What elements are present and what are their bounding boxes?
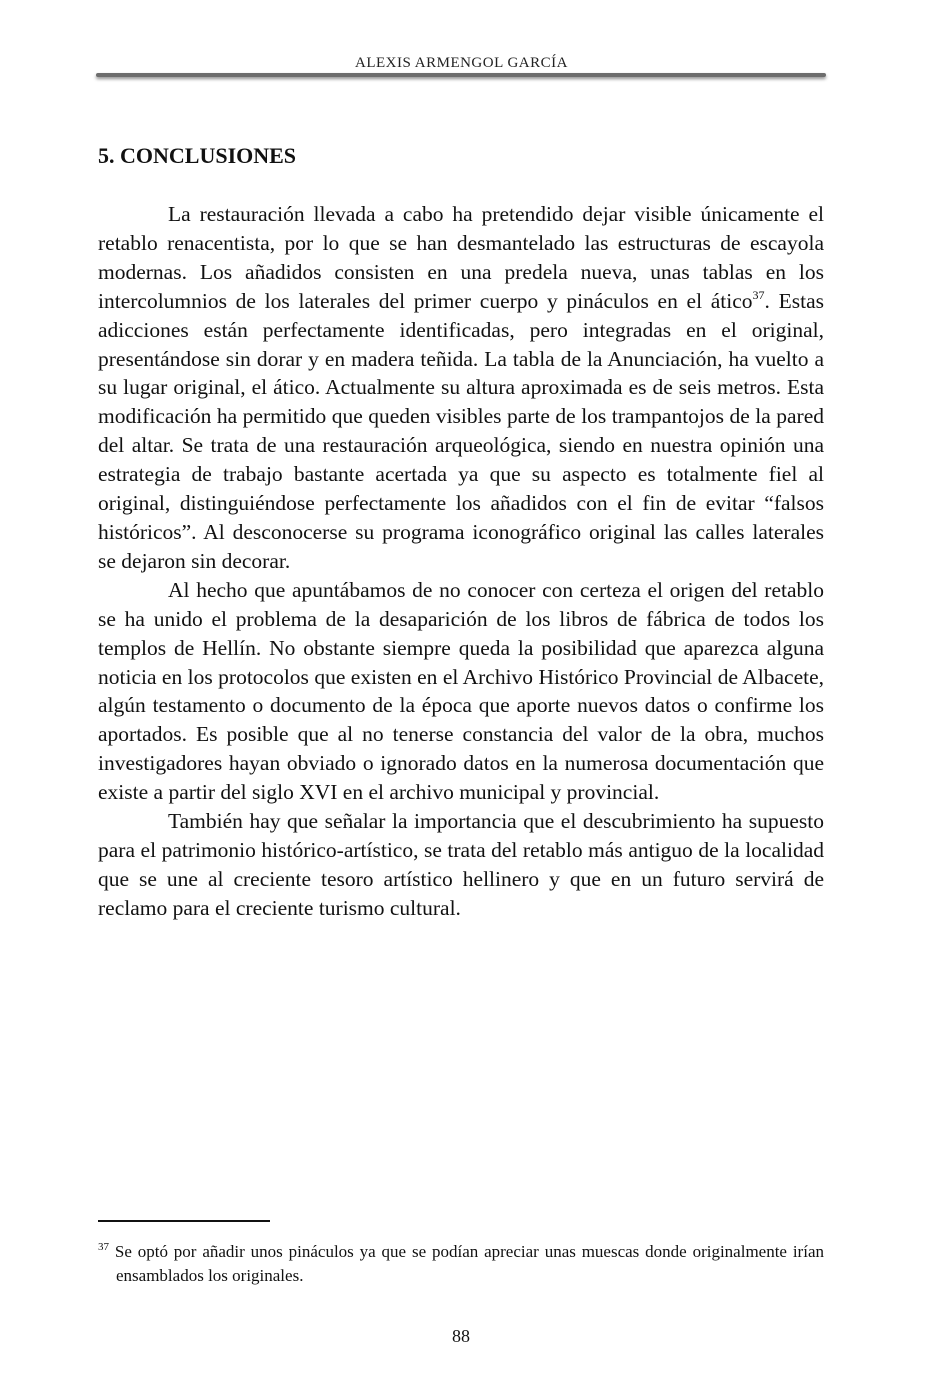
footnote-reference: 37 [752, 287, 765, 302]
footnote-separator [98, 1220, 270, 1222]
paragraph-2: Al hecho que apuntábamos de no conocer con certeza el origen del retablo se ha unido el problema de la desaparición de los libros de fábrica de todos los templos de Hellín. No obstante siempre queda la posibilidad que aparezca alguna noticia en los protocolos que existen en el Archivo Histórico Provincial de Albacete, algún testamento o documento de la época que aporte nuevos datos o confirme los aportados. Es posible que al no tenerse constancia del valor de la obra, muchos investigadores hayan obviado o ignorado datos en la numerosa documentación que existe a partir del siglo XVI en el archivo municipal y provincial. [98, 577, 824, 805]
footnote-text: Se optó por añadir unos pináculos ya que se podían apreciar unas muescas donde originalmente irían ensamblados los originales. [109, 1242, 824, 1285]
paragraph-1 [98, 200, 824, 576]
running-header-author: ALEXIS ARMENGOL GARCÍA [355, 55, 568, 71]
paragraph-1-text-start: La restauración llevada a cabo ha pretendido dejar visible únicamente el retablo renacentista, por lo que se han desmantelado las estructuras de escayola modernas. Los añadidos consisten en una predela nueva, unas tablas en los intercolumnios de los laterales del primer cuerpo y pináculos en el ático [98, 202, 824, 313]
paragraph-1-text-end: . Estas adicciones están perfectamente identificadas, pero integradas en el original, presentándose sin dorar y en madera teñida. La tabla de la Anunciación, ha vuelto a su lugar original, el ático. Actualmente su altura aproximada es de seis metros. Esta modificación ha permitido que queden visibles parte de los trampantojos de la pared del altar. Se trata de una restauración arqueológica, siendo en nuestra opinión una estrategia de trabajo bastante acertada ya que su aspecto es totalmente fiel al original, distinguiéndose perfectamente los añadidos con el fin de evitar “falsos históricos”. Al desconocerse su programa iconográfico original las calles laterales se dejaron sin decorar. [98, 288, 824, 573]
body-text [98, 200, 824, 923]
footnote-number: 37 [98, 1241, 109, 1253]
section-heading: 5. CONCLUSIONES [98, 143, 297, 168]
footnote [98, 1240, 824, 1288]
paragraph-3: También hay que señalar la importancia que el descubrimiento ha supuesto para el patrimonio histórico-artístico, se trata del retablo más antiguo de la localidad que se une al creciente tesoro artístico hellinero y que en un futuro servirá de reclamo para el creciente turismo cultural. [98, 809, 824, 920]
header-rule [96, 73, 826, 77]
page-number: 88 [452, 1326, 470, 1346]
